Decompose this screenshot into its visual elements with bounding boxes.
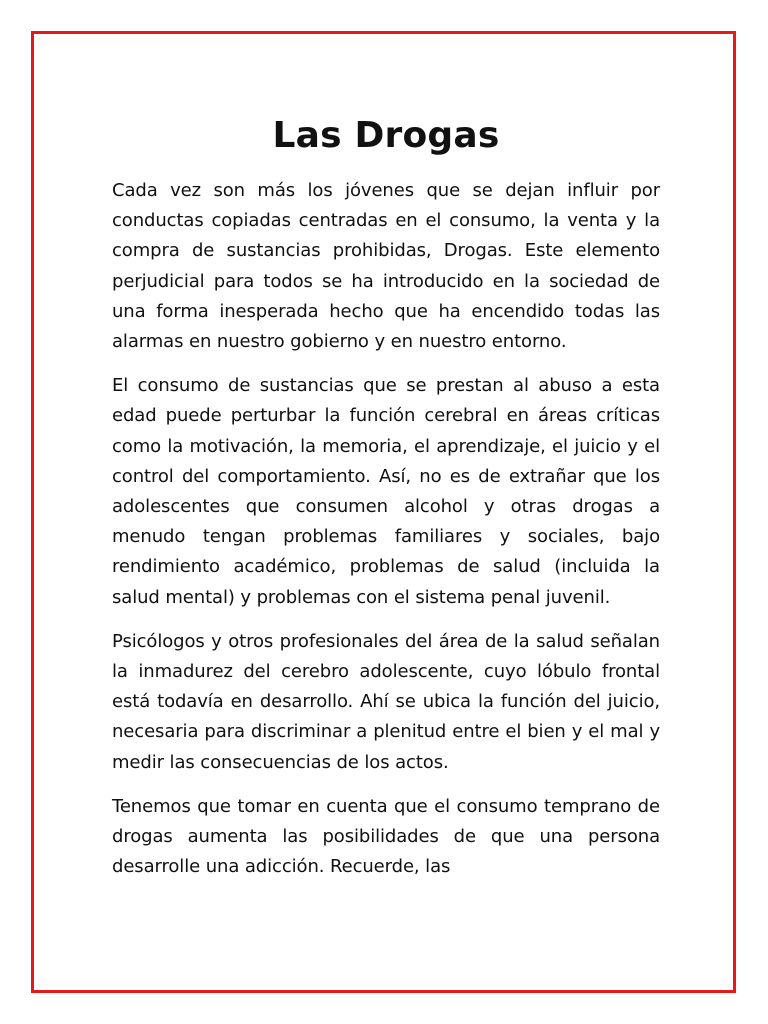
paragraph-2: El consumo de sustancias que se prestan al abuso a esta edad puede perturbar la función cerebral en áreas críticas como la motivación, la memoria, el aprendizaje, el juicio y el control del comportamiento. Así, no es de extrañar que los adolescentes que consumen alcohol y otras drogas a menudo tengan problemas familiares y sociales, bajo rendimiento académico, problemas de salud (incluida la salud mental) y problemas con el sistema penal juvenil.: [112, 375, 660, 608]
paragraph-3: Psicólogos y otros profesionales del área de la salud señalan la inmadurez del cerebro adolescente, cuyo lóbulo frontal está todavía en desarrollo. Ahí se ubica la función del juicio, necesaria para discriminar a plenitud entre el bien y el mal y medir las consecuencias de los actos.: [112, 630, 660, 773]
paragraph-1: Cada vez son más los jóvenes que se dejan influir por conductas copiadas centradas en el consumo, la venta y la compra de sustancias prohibidas, Drogas. Este elemento perjudicial para todos se ha introducido en la sociedad de una forma inesperada hecho que ha encendido todas las alarmas en nuestro gobierno y en nuestro entorno.: [112, 180, 660, 353]
document-content: [112, 112, 660, 882]
document-title: Las Drogas: [272, 115, 500, 156]
red-border-frame: [31, 31, 736, 993]
paragraph-4: Tenemos que tomar en cuenta que el consumo temprano de drogas aumenta las posibilidades de que una persona desarrolle una adicción. Recuerde, las: [112, 795, 660, 878]
